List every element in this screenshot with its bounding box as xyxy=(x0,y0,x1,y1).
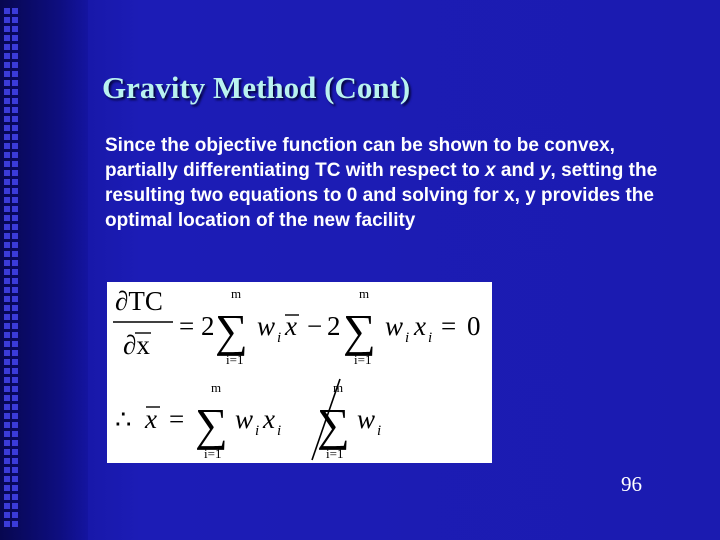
decorative-square xyxy=(12,197,18,203)
decorative-square xyxy=(12,449,18,455)
decorative-square xyxy=(4,71,10,77)
decorative-square xyxy=(4,242,10,248)
decorative-square xyxy=(12,503,18,509)
decorative-square xyxy=(12,458,18,464)
decorative-square xyxy=(12,350,18,356)
decorative-square xyxy=(4,161,10,167)
decorative-square xyxy=(12,521,18,527)
sum1-upper: m xyxy=(231,286,242,301)
therefore-sign: ∴ xyxy=(115,405,132,434)
decorative-square xyxy=(12,494,18,500)
decorative-square xyxy=(12,512,18,518)
equals-3: = xyxy=(169,404,185,434)
term3-xsub: i xyxy=(277,423,282,439)
decorative-square xyxy=(12,215,18,221)
equals-2: = xyxy=(441,311,457,341)
decorative-square xyxy=(4,521,10,527)
sigma-2: ∑ xyxy=(343,305,376,356)
decorative-square xyxy=(12,359,18,365)
decorative-squares xyxy=(4,8,18,532)
decorative-square xyxy=(4,8,10,14)
decorative-square xyxy=(4,143,10,149)
decorative-square xyxy=(12,395,18,401)
decorative-square xyxy=(4,224,10,230)
decorative-square xyxy=(4,35,10,41)
decorative-square xyxy=(12,431,18,437)
decorative-square xyxy=(4,44,10,50)
sigma-3: ∑ xyxy=(195,399,228,450)
decorative-square xyxy=(12,422,18,428)
decorative-square xyxy=(12,251,18,257)
sum2-upper: m xyxy=(359,286,370,301)
decorative-square xyxy=(12,71,18,77)
decorative-square xyxy=(12,260,18,266)
decorative-square xyxy=(12,26,18,32)
decorative-square xyxy=(12,467,18,473)
decorative-square xyxy=(12,170,18,176)
sum2-lower: i=1 xyxy=(354,352,372,367)
decorative-square xyxy=(4,485,10,491)
decorative-square xyxy=(4,152,10,158)
left-decoration-strip xyxy=(0,0,88,540)
decorative-square xyxy=(4,170,10,176)
body-text-part2: , setting the resulting two equations to 0 and solving for x, y provides the optimal location of the new facility xyxy=(105,160,658,231)
decorative-square xyxy=(4,440,10,446)
term2-xsub: i xyxy=(428,330,433,346)
decorative-square xyxy=(4,404,10,410)
decorative-square xyxy=(4,62,10,68)
decorative-square xyxy=(12,35,18,41)
decorative-square xyxy=(4,98,10,104)
decorative-square xyxy=(12,368,18,374)
decorative-square xyxy=(4,197,10,203)
term3-w: w xyxy=(235,404,254,434)
decorative-square xyxy=(4,431,10,437)
decorative-square xyxy=(4,494,10,500)
decorative-square xyxy=(4,332,10,338)
decorative-square xyxy=(12,377,18,383)
decorative-square xyxy=(4,215,10,221)
body-var-y: y xyxy=(539,160,551,181)
decorative-square xyxy=(12,278,18,284)
zero: 0 xyxy=(467,311,481,341)
decorative-square xyxy=(12,404,18,410)
decorative-square xyxy=(12,107,18,113)
term1-x: x xyxy=(285,311,297,341)
sum3-lower: i=1 xyxy=(204,446,222,461)
decorative-square xyxy=(4,305,10,311)
term3-x: x xyxy=(263,404,275,434)
decorative-square xyxy=(4,368,10,374)
decorative-square xyxy=(12,287,18,293)
decorative-square xyxy=(12,323,18,329)
decorative-square xyxy=(4,296,10,302)
decorative-square xyxy=(12,224,18,230)
decorative-square xyxy=(12,179,18,185)
decorative-square xyxy=(12,17,18,23)
decorative-square xyxy=(12,116,18,122)
term4-sub: i xyxy=(377,423,382,439)
decorative-square xyxy=(12,80,18,86)
decorative-square xyxy=(12,341,18,347)
decorative-square xyxy=(4,179,10,185)
decorative-square xyxy=(12,44,18,50)
slide-title: Gravity Method (Cont) xyxy=(102,70,411,105)
decorative-square xyxy=(4,107,10,113)
equals-1: = xyxy=(179,311,195,341)
decorative-square xyxy=(4,512,10,518)
decorative-square xyxy=(4,323,10,329)
decorative-square xyxy=(12,305,18,311)
decorative-square xyxy=(4,134,10,140)
decorative-square xyxy=(12,242,18,248)
decorative-square xyxy=(4,53,10,59)
sum1-lower: i=1 xyxy=(226,352,244,367)
decorative-square xyxy=(4,503,10,509)
body-text-and: and xyxy=(495,160,540,181)
decorative-square xyxy=(4,377,10,383)
decorative-square xyxy=(4,125,10,131)
term2-sub: i xyxy=(405,330,410,346)
decorative-square xyxy=(4,422,10,428)
term4-w: w xyxy=(357,404,376,434)
body-text-part1: Since the objective function can be shown to be convex, partially differentiating TC with respect to xyxy=(105,135,615,181)
decorative-square xyxy=(12,440,18,446)
decorative-square xyxy=(12,125,18,131)
sigma-1: ∑ xyxy=(215,305,248,356)
sigma-4: ∑ xyxy=(317,399,350,450)
decorative-square xyxy=(4,467,10,473)
decorative-square xyxy=(4,458,10,464)
decorative-square xyxy=(12,8,18,14)
decorative-square xyxy=(4,80,10,86)
coefficient-2a: 2 xyxy=(201,311,215,341)
decorative-square xyxy=(12,332,18,338)
decorative-square xyxy=(12,269,18,275)
decorative-square xyxy=(4,260,10,266)
formula-image xyxy=(107,282,492,463)
decorative-square xyxy=(12,152,18,158)
decorative-square xyxy=(4,359,10,365)
term1-sub: i xyxy=(277,330,282,346)
decorative-square xyxy=(4,395,10,401)
minus-sign: − xyxy=(307,311,323,341)
coefficient-2b: 2 xyxy=(327,311,341,341)
decorative-square xyxy=(12,134,18,140)
decorative-square xyxy=(12,206,18,212)
decorative-square xyxy=(4,17,10,23)
decorative-square xyxy=(4,116,10,122)
decorative-square xyxy=(4,350,10,356)
decorative-square xyxy=(12,143,18,149)
term1-w: w xyxy=(257,311,276,341)
denominator-dx: ∂x xyxy=(123,330,150,360)
formula-svg xyxy=(107,282,492,463)
decorative-square xyxy=(4,89,10,95)
decorative-square xyxy=(12,413,18,419)
body-var-x: x xyxy=(485,160,496,181)
decorative-square xyxy=(12,89,18,95)
decorative-square xyxy=(4,278,10,284)
decorative-square xyxy=(4,251,10,257)
decorative-square xyxy=(12,476,18,482)
decorative-square xyxy=(4,476,10,482)
decorative-square xyxy=(12,485,18,491)
decorative-square xyxy=(4,188,10,194)
term3-sub: i xyxy=(255,423,260,439)
decorative-square xyxy=(12,314,18,320)
decorative-square xyxy=(4,314,10,320)
decorative-square xyxy=(12,296,18,302)
decorative-square xyxy=(12,386,18,392)
decorative-square xyxy=(4,206,10,212)
decorative-square xyxy=(4,449,10,455)
decorative-square xyxy=(4,287,10,293)
numerator-dtc: ∂TC xyxy=(115,286,163,316)
page-number: 96 xyxy=(621,472,642,496)
sum4-upper: m xyxy=(333,380,344,395)
term2-w: w xyxy=(385,311,404,341)
decorative-square xyxy=(4,233,10,239)
decorative-square xyxy=(12,62,18,68)
decorative-square xyxy=(4,341,10,347)
decorative-square xyxy=(12,98,18,104)
decorative-square xyxy=(12,233,18,239)
xbar-symbol: x xyxy=(145,404,157,434)
term2-x: x xyxy=(414,311,426,341)
decorative-square xyxy=(12,188,18,194)
decorative-square xyxy=(4,269,10,275)
decorative-square xyxy=(4,26,10,32)
decorative-square xyxy=(12,161,18,167)
decorative-square xyxy=(4,413,10,419)
body-paragraph xyxy=(105,133,665,233)
decorative-square xyxy=(4,386,10,392)
decorative-square xyxy=(12,53,18,59)
sum4-lower: i=1 xyxy=(326,446,344,461)
sum3-upper: m xyxy=(211,380,222,395)
